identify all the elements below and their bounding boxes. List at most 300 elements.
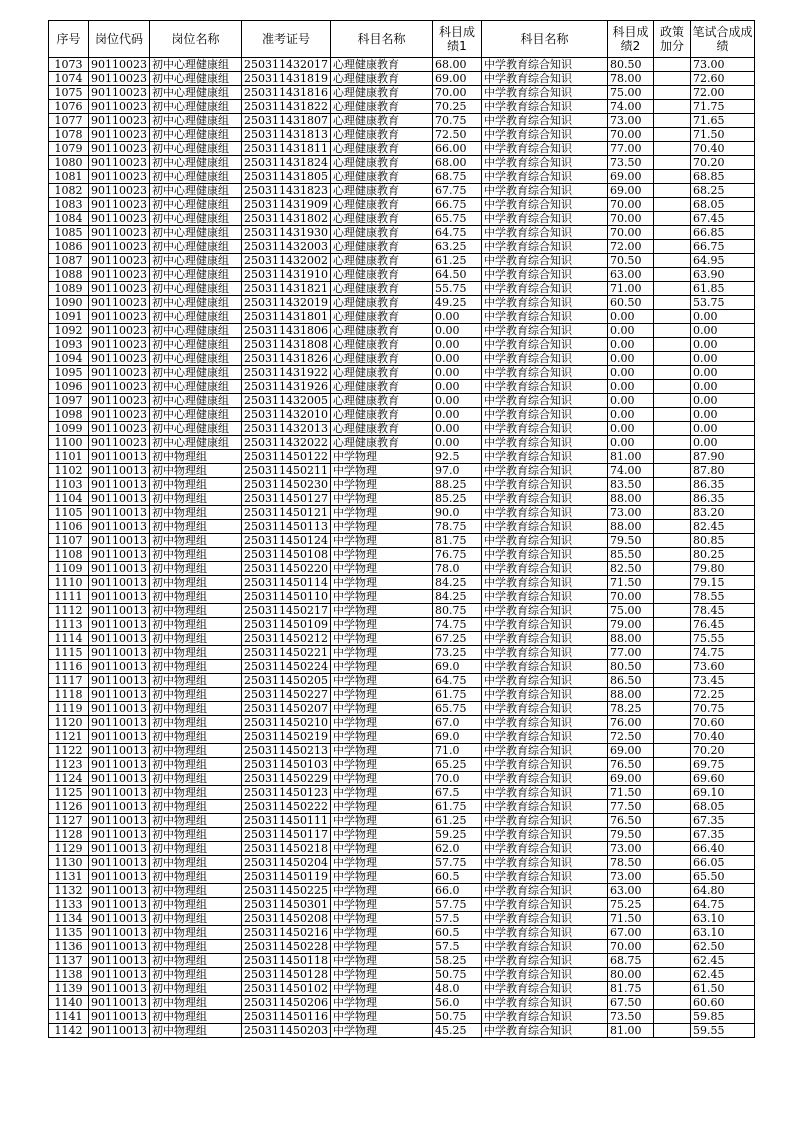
policy-bonus-cell <box>653 744 690 758</box>
policy-bonus-cell <box>653 562 690 576</box>
post-name-cell: 初中物理组 <box>150 786 242 800</box>
post-code-cell: 90110023 <box>89 240 150 254</box>
subject-2-cell: 中学教育综合知识 <box>481 100 607 114</box>
post-code-cell: 90110013 <box>89 730 150 744</box>
seq-cell: 1088 <box>49 268 89 282</box>
score-1-cell: 67.75 <box>432 184 481 198</box>
table-row <box>49 310 755 324</box>
score-2-cell: 74.00 <box>607 464 653 478</box>
score-1-cell: 70.75 <box>432 114 481 128</box>
table-row <box>49 688 755 702</box>
score-1-cell: 58.25 <box>432 954 481 968</box>
table-row <box>49 786 755 800</box>
score-1-cell: 0.00 <box>432 422 481 436</box>
subject-2-cell: 中学教育综合知识 <box>481 86 607 100</box>
ticket-no-cell: 250311450207 <box>242 702 331 716</box>
ticket-no-cell: 250311450217 <box>242 604 331 618</box>
total-score-cell: 80.25 <box>690 548 754 562</box>
ticket-no-cell: 250311450208 <box>242 912 331 926</box>
ticket-no-cell: 250311450118 <box>242 954 331 968</box>
total-score-cell: 76.45 <box>690 618 754 632</box>
subject-2-cell: 中学教育综合知识 <box>481 800 607 814</box>
post-name-cell: 初中物理组 <box>150 660 242 674</box>
total-score-cell: 68.85 <box>690 170 754 184</box>
subject-1-cell: 中学物理 <box>330 982 432 996</box>
seq-cell: 1105 <box>49 506 89 520</box>
table-row <box>49 296 755 310</box>
post-name-cell: 初中物理组 <box>150 702 242 716</box>
subject-2-cell: 中学教育综合知识 <box>481 422 607 436</box>
score-1-cell: 0.00 <box>432 436 481 450</box>
score-1-cell: 76.75 <box>432 548 481 562</box>
post-code-cell: 90110013 <box>89 968 150 982</box>
score-2-cell: 88.00 <box>607 688 653 702</box>
header-post-code: 岗位代码 <box>89 21 150 58</box>
policy-bonus-cell <box>653 814 690 828</box>
table-row <box>49 772 755 786</box>
post-code-cell: 90110023 <box>89 268 150 282</box>
seq-cell: 1142 <box>49 1024 89 1038</box>
ticket-no-cell: 250311432017 <box>242 58 331 72</box>
post-name-cell: 初中物理组 <box>150 674 242 688</box>
subject-1-cell: 中学物理 <box>330 954 432 968</box>
score-2-cell: 0.00 <box>607 380 653 394</box>
subject-1-cell: 心理健康教育 <box>330 86 432 100</box>
total-score-cell: 64.75 <box>690 898 754 912</box>
post-name-cell: 初中心理健康组 <box>150 268 242 282</box>
ticket-no-cell: 250311431811 <box>242 142 331 156</box>
score-table <box>48 20 755 1038</box>
table-row <box>49 926 755 940</box>
post-name-cell: 初中心理健康组 <box>150 240 242 254</box>
score-1-cell: 61.25 <box>432 254 481 268</box>
score-2-cell: 78.50 <box>607 856 653 870</box>
score-1-cell: 80.75 <box>432 604 481 618</box>
policy-bonus-cell <box>653 828 690 842</box>
score-2-cell: 74.00 <box>607 100 653 114</box>
subject-2-cell: 中学教育综合知识 <box>481 254 607 268</box>
total-score-cell: 63.90 <box>690 268 754 282</box>
table-row <box>49 996 755 1010</box>
subject-1-cell: 中学物理 <box>330 632 432 646</box>
total-score-cell: 72.00 <box>690 86 754 100</box>
policy-bonus-cell <box>653 646 690 660</box>
score-2-cell: 60.50 <box>607 296 653 310</box>
table-row <box>49 226 755 240</box>
table-row <box>49 898 755 912</box>
score-1-cell: 65.25 <box>432 758 481 772</box>
subject-1-cell: 心理健康教育 <box>330 240 432 254</box>
score-1-cell: 68.75 <box>432 170 481 184</box>
subject-2-cell: 中学教育综合知识 <box>481 198 607 212</box>
ticket-no-cell: 250311450122 <box>242 450 331 464</box>
total-score-cell: 0.00 <box>690 394 754 408</box>
table-row <box>49 814 755 828</box>
subject-2-cell: 中学教育综合知识 <box>481 996 607 1010</box>
post-name-cell: 初中心理健康组 <box>150 86 242 100</box>
policy-bonus-cell <box>653 982 690 996</box>
seq-cell: 1089 <box>49 282 89 296</box>
policy-bonus-cell <box>653 142 690 156</box>
total-score-cell: 64.80 <box>690 884 754 898</box>
policy-bonus-cell <box>653 590 690 604</box>
subject-2-cell: 中学教育综合知识 <box>481 338 607 352</box>
post-code-cell: 90110013 <box>89 744 150 758</box>
seq-cell: 1135 <box>49 926 89 940</box>
policy-bonus-cell <box>653 268 690 282</box>
subject-1-cell: 心理健康教育 <box>330 408 432 422</box>
total-score-cell: 70.40 <box>690 142 754 156</box>
score-2-cell: 88.00 <box>607 520 653 534</box>
post-name-cell: 初中心理健康组 <box>150 380 242 394</box>
seq-cell: 1073 <box>49 58 89 72</box>
policy-bonus-cell <box>653 548 690 562</box>
post-code-cell: 90110013 <box>89 660 150 674</box>
subject-1-cell: 中学物理 <box>330 520 432 534</box>
total-score-cell: 87.80 <box>690 464 754 478</box>
ticket-no-cell: 250311431807 <box>242 114 331 128</box>
post-name-cell: 初中心理健康组 <box>150 324 242 338</box>
post-name-cell: 初中心理健康组 <box>150 128 242 142</box>
post-name-cell: 初中物理组 <box>150 604 242 618</box>
subject-1-cell: 中学物理 <box>330 618 432 632</box>
policy-bonus-cell <box>653 702 690 716</box>
subject-2-cell: 中学教育综合知识 <box>481 296 607 310</box>
post-code-cell: 90110013 <box>89 548 150 562</box>
policy-bonus-cell <box>653 912 690 926</box>
table-row <box>49 1024 755 1038</box>
seq-cell: 1083 <box>49 198 89 212</box>
seq-cell: 1076 <box>49 100 89 114</box>
seq-cell: 1078 <box>49 128 89 142</box>
post-name-cell: 初中物理组 <box>150 814 242 828</box>
post-code-cell: 90110013 <box>89 940 150 954</box>
total-score-cell: 0.00 <box>690 408 754 422</box>
total-score-cell: 0.00 <box>690 310 754 324</box>
post-code-cell: 90110013 <box>89 884 150 898</box>
seq-cell: 1110 <box>49 576 89 590</box>
subject-1-cell: 心理健康教育 <box>330 142 432 156</box>
score-1-cell: 69.0 <box>432 660 481 674</box>
subject-1-cell: 中学物理 <box>330 996 432 1010</box>
total-score-cell: 70.40 <box>690 730 754 744</box>
subject-1-cell: 中学物理 <box>330 730 432 744</box>
score-2-cell: 80.50 <box>607 660 653 674</box>
policy-bonus-cell <box>653 436 690 450</box>
subject-1-cell: 中学物理 <box>330 506 432 520</box>
subject-1-cell: 中学物理 <box>330 772 432 786</box>
post-name-cell: 初中物理组 <box>150 912 242 926</box>
subject-2-cell: 中学教育综合知识 <box>481 436 607 450</box>
total-score-cell: 72.25 <box>690 688 754 702</box>
score-2-cell: 70.00 <box>607 198 653 212</box>
score-2-cell: 69.00 <box>607 772 653 786</box>
post-name-cell: 初中物理组 <box>150 562 242 576</box>
table-row <box>49 324 755 338</box>
post-code-cell: 90110013 <box>89 996 150 1010</box>
post-code-cell: 90110013 <box>89 632 150 646</box>
post-name-cell: 初中物理组 <box>150 1010 242 1024</box>
subject-2-cell: 中学教育综合知识 <box>481 842 607 856</box>
score-2-cell: 78.25 <box>607 702 653 716</box>
post-code-cell: 90110013 <box>89 814 150 828</box>
post-code-cell: 90110013 <box>89 450 150 464</box>
score-1-cell: 63.25 <box>432 240 481 254</box>
subject-2-cell: 中学教育综合知识 <box>481 114 607 128</box>
score-1-cell: 0.00 <box>432 380 481 394</box>
post-code-cell: 90110023 <box>89 366 150 380</box>
score-2-cell: 81.00 <box>607 1024 653 1038</box>
post-name-cell: 初中物理组 <box>150 506 242 520</box>
post-code-cell: 90110013 <box>89 688 150 702</box>
total-score-cell: 68.25 <box>690 184 754 198</box>
total-score-cell: 70.20 <box>690 156 754 170</box>
table-row <box>49 590 755 604</box>
policy-bonus-cell <box>653 870 690 884</box>
subject-1-cell: 中学物理 <box>330 646 432 660</box>
subject-2-cell: 中学教育综合知识 <box>481 828 607 842</box>
subject-2-cell: 中学教育综合知识 <box>481 702 607 716</box>
total-score-cell: 73.00 <box>690 58 754 72</box>
post-code-cell: 90110013 <box>89 702 150 716</box>
ticket-no-cell: 250311450206 <box>242 996 331 1010</box>
post-code-cell: 90110013 <box>89 464 150 478</box>
total-score-cell: 0.00 <box>690 422 754 436</box>
subject-2-cell: 中学教育综合知识 <box>481 730 607 744</box>
seq-cell: 1131 <box>49 870 89 884</box>
subject-2-cell: 中学教育综合知识 <box>481 142 607 156</box>
total-score-cell: 67.45 <box>690 212 754 226</box>
seq-cell: 1117 <box>49 674 89 688</box>
policy-bonus-cell <box>653 576 690 590</box>
ticket-no-cell: 250311431930 <box>242 226 331 240</box>
policy-bonus-cell <box>653 464 690 478</box>
policy-bonus-cell <box>653 926 690 940</box>
subject-2-cell: 中学教育综合知识 <box>481 954 607 968</box>
ticket-no-cell: 250311431824 <box>242 156 331 170</box>
table-row <box>49 856 755 870</box>
seq-cell: 1111 <box>49 590 89 604</box>
score-2-cell: 83.50 <box>607 478 653 492</box>
post-code-cell: 90110023 <box>89 142 150 156</box>
subject-1-cell: 中学物理 <box>330 828 432 842</box>
score-2-cell: 69.00 <box>607 184 653 198</box>
table-row <box>49 548 755 562</box>
subject-2-cell: 中学教育综合知识 <box>481 240 607 254</box>
post-code-cell: 90110023 <box>89 72 150 86</box>
score-1-cell: 66.75 <box>432 198 481 212</box>
ticket-no-cell: 250311450121 <box>242 506 331 520</box>
post-code-cell: 90110023 <box>89 128 150 142</box>
policy-bonus-cell <box>653 380 690 394</box>
total-score-cell: 61.50 <box>690 982 754 996</box>
subject-2-cell: 中学教育综合知识 <box>481 268 607 282</box>
seq-cell: 1097 <box>49 394 89 408</box>
score-2-cell: 67.00 <box>607 926 653 940</box>
score-2-cell: 88.00 <box>607 632 653 646</box>
policy-bonus-cell <box>653 310 690 324</box>
table-row <box>49 86 755 100</box>
table-row <box>49 394 755 408</box>
score-1-cell: 64.75 <box>432 226 481 240</box>
subject-2-cell: 中学教育综合知识 <box>481 632 607 646</box>
post-name-cell: 初中心理健康组 <box>150 114 242 128</box>
seq-cell: 1079 <box>49 142 89 156</box>
score-1-cell: 0.00 <box>432 352 481 366</box>
subject-2-cell: 中学教育综合知识 <box>481 772 607 786</box>
post-name-cell: 初中物理组 <box>150 534 242 548</box>
subject-2-cell: 中学教育综合知识 <box>481 856 607 870</box>
subject-1-cell: 中学物理 <box>330 884 432 898</box>
post-name-cell: 初中心理健康组 <box>150 296 242 310</box>
subject-2-cell: 中学教育综合知识 <box>481 814 607 828</box>
post-code-cell: 90110013 <box>89 492 150 506</box>
seq-cell: 1091 <box>49 310 89 324</box>
score-2-cell: 75.00 <box>607 86 653 100</box>
policy-bonus-cell <box>653 632 690 646</box>
subject-2-cell: 中学教育综合知识 <box>481 646 607 660</box>
score-2-cell: 79.50 <box>607 534 653 548</box>
total-score-cell: 83.20 <box>690 506 754 520</box>
subject-1-cell: 心理健康教育 <box>330 366 432 380</box>
seq-cell: 1107 <box>49 534 89 548</box>
subject-2-cell: 中学教育综合知识 <box>481 464 607 478</box>
subject-1-cell: 心理健康教育 <box>330 72 432 86</box>
subject-2-cell: 中学教育综合知识 <box>481 352 607 366</box>
subject-2-cell: 中学教育综合知识 <box>481 688 607 702</box>
score-2-cell: 0.00 <box>607 366 653 380</box>
post-code-cell: 90110023 <box>89 226 150 240</box>
score-1-cell: 69.0 <box>432 730 481 744</box>
table-row <box>49 142 755 156</box>
post-name-cell: 初中心理健康组 <box>150 212 242 226</box>
table-row <box>49 268 755 282</box>
post-name-cell: 初中心理健康组 <box>150 352 242 366</box>
score-1-cell: 60.5 <box>432 870 481 884</box>
score-2-cell: 71.50 <box>607 576 653 590</box>
subject-1-cell: 中学物理 <box>330 814 432 828</box>
score-2-cell: 85.50 <box>607 548 653 562</box>
post-code-cell: 90110023 <box>89 58 150 72</box>
ticket-no-cell: 250311450128 <box>242 968 331 982</box>
header-total-score: 笔试合成成绩 <box>690 21 754 58</box>
subject-1-cell: 中学物理 <box>330 1010 432 1024</box>
subject-2-cell: 中学教育综合知识 <box>481 1024 607 1038</box>
score-2-cell: 70.50 <box>607 254 653 268</box>
subject-1-cell: 心理健康教育 <box>330 198 432 212</box>
policy-bonus-cell <box>653 772 690 786</box>
post-name-cell: 初中物理组 <box>150 800 242 814</box>
policy-bonus-cell <box>653 296 690 310</box>
total-score-cell: 82.45 <box>690 520 754 534</box>
policy-bonus-cell <box>653 128 690 142</box>
table-row <box>49 562 755 576</box>
post-code-cell: 90110023 <box>89 338 150 352</box>
score-2-cell: 0.00 <box>607 422 653 436</box>
seq-cell: 1118 <box>49 688 89 702</box>
total-score-cell: 70.60 <box>690 716 754 730</box>
post-name-cell: 初中物理组 <box>150 968 242 982</box>
total-score-cell: 73.60 <box>690 660 754 674</box>
table-row <box>49 184 755 198</box>
post-name-cell: 初中心理健康组 <box>150 338 242 352</box>
subject-2-cell: 中学教育综合知识 <box>481 674 607 688</box>
ticket-no-cell: 250311450220 <box>242 562 331 576</box>
post-name-cell: 初中物理组 <box>150 1024 242 1038</box>
post-code-cell: 90110013 <box>89 1024 150 1038</box>
post-code-cell: 90110013 <box>89 856 150 870</box>
post-name-cell: 初中物理组 <box>150 744 242 758</box>
total-score-cell: 79.15 <box>690 576 754 590</box>
subject-1-cell: 中学物理 <box>330 856 432 870</box>
policy-bonus-cell <box>653 72 690 86</box>
total-score-cell: 64.95 <box>690 254 754 268</box>
total-score-cell: 62.45 <box>690 968 754 982</box>
ticket-no-cell: 250311432019 <box>242 296 331 310</box>
post-code-cell: 90110023 <box>89 86 150 100</box>
total-score-cell: 66.05 <box>690 856 754 870</box>
seq-cell: 1112 <box>49 604 89 618</box>
seq-cell: 1115 <box>49 646 89 660</box>
policy-bonus-cell <box>653 520 690 534</box>
seq-cell: 1125 <box>49 786 89 800</box>
ticket-no-cell: 250311450218 <box>242 842 331 856</box>
ticket-no-cell: 250311432002 <box>242 254 331 268</box>
policy-bonus-cell <box>653 534 690 548</box>
subject-1-cell: 中学物理 <box>330 800 432 814</box>
ticket-no-cell: 250311450116 <box>242 1010 331 1024</box>
score-1-cell: 67.25 <box>432 632 481 646</box>
table-row <box>49 744 755 758</box>
policy-bonus-cell <box>653 282 690 296</box>
post-code-cell: 90110013 <box>89 604 150 618</box>
total-score-cell: 53.75 <box>690 296 754 310</box>
policy-bonus-cell <box>653 478 690 492</box>
subject-2-cell: 中学教育综合知识 <box>481 562 607 576</box>
subject-1-cell: 中学物理 <box>330 716 432 730</box>
total-score-cell: 69.10 <box>690 786 754 800</box>
ticket-no-cell: 250311431816 <box>242 86 331 100</box>
subject-1-cell: 心理健康教育 <box>330 296 432 310</box>
subject-1-cell: 中学物理 <box>330 548 432 562</box>
subject-2-cell: 中学教育综合知识 <box>481 212 607 226</box>
policy-bonus-cell <box>653 1010 690 1024</box>
ticket-no-cell: 250311432022 <box>242 436 331 450</box>
subject-1-cell: 中学物理 <box>330 660 432 674</box>
subject-1-cell: 中学物理 <box>330 450 432 464</box>
score-2-cell: 73.00 <box>607 870 653 884</box>
score-2-cell: 63.00 <box>607 884 653 898</box>
ticket-no-cell: 250311450119 <box>242 870 331 884</box>
policy-bonus-cell <box>653 884 690 898</box>
ticket-no-cell: 250311431806 <box>242 324 331 338</box>
score-2-cell: 70.00 <box>607 212 653 226</box>
ticket-no-cell: 250311450221 <box>242 646 331 660</box>
score-1-cell: 48.0 <box>432 982 481 996</box>
post-code-cell: 90110023 <box>89 422 150 436</box>
post-name-cell: 初中物理组 <box>150 730 242 744</box>
score-2-cell: 0.00 <box>607 436 653 450</box>
seq-cell: 1104 <box>49 492 89 506</box>
seq-cell: 1094 <box>49 352 89 366</box>
post-code-cell: 90110013 <box>89 926 150 940</box>
table-row <box>49 422 755 436</box>
total-score-cell: 59.85 <box>690 1010 754 1024</box>
subject-2-cell: 中学教育综合知识 <box>481 184 607 198</box>
subject-1-cell: 中学物理 <box>330 786 432 800</box>
seq-cell: 1108 <box>49 548 89 562</box>
score-2-cell: 79.50 <box>607 828 653 842</box>
